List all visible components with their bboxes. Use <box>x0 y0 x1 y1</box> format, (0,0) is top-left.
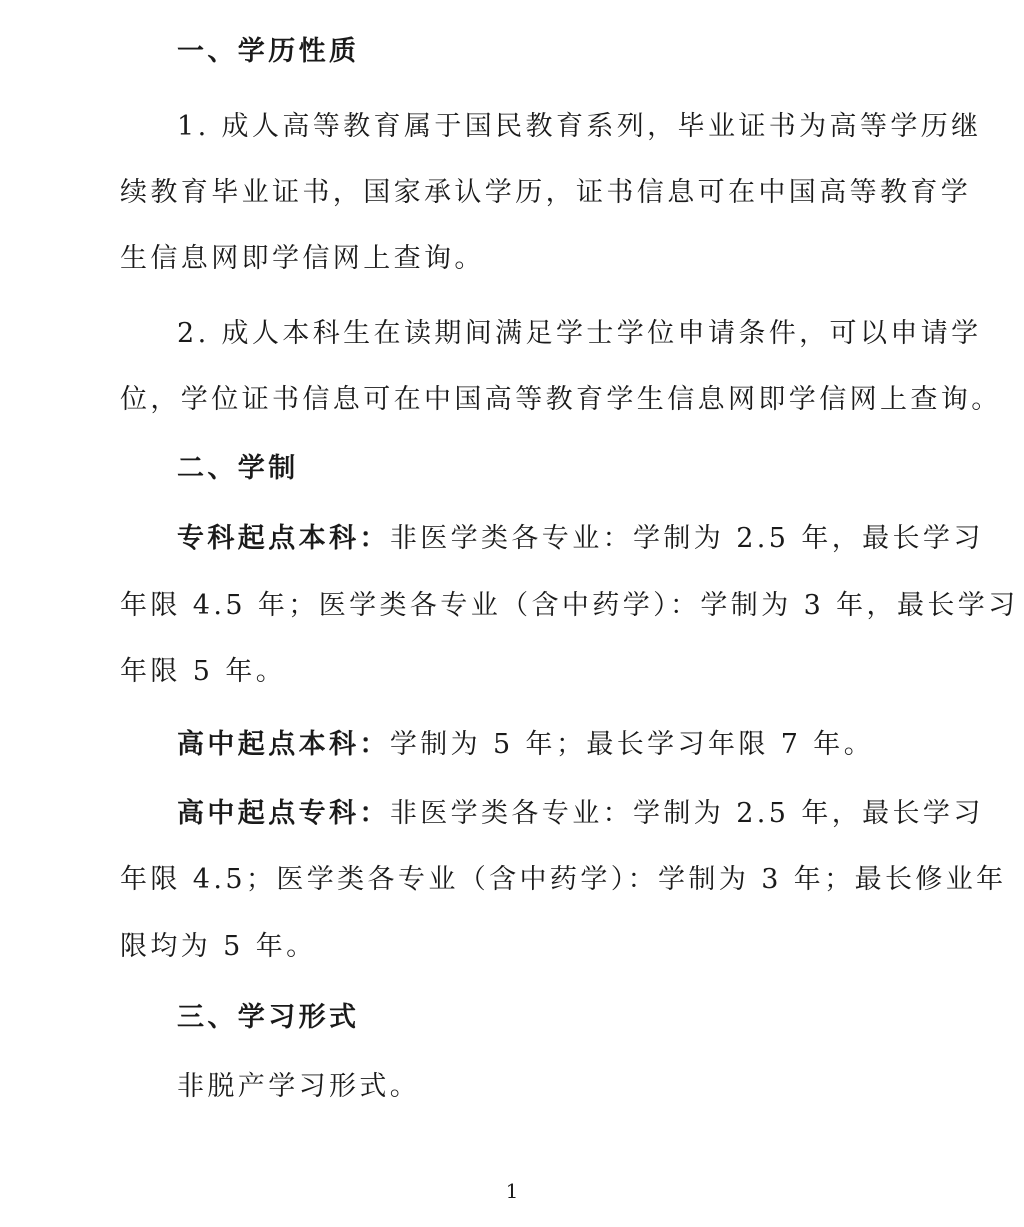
paragraph-text: 非医学类各专业：学制为 2.5 年，最长学习 <box>389 798 984 829</box>
paragraph-line: 2. 成人本科生在读期间满足学士学位申请条件，可以申请学 <box>177 318 982 349</box>
term-highschool-to-junior: 高中起点专科： <box>177 798 390 829</box>
paragraph-text: 非医学类各专业：学制为 2.5 年，最长学习 <box>389 523 984 554</box>
page-number: 1 <box>505 1179 519 1203</box>
section-heading-study-length: 二、学制 <box>177 453 299 484</box>
paragraph-line <box>177 728 977 762</box>
section-heading-study-form: 三、学习形式 <box>177 1002 360 1033</box>
paragraph-line: 1. 成人高等教育属于国民教育系列，毕业证书为高等学历继 <box>177 111 982 142</box>
paragraph-line <box>177 797 984 831</box>
paragraph-line: 限均为 5 年。 <box>120 931 317 962</box>
section-heading-education-nature: 一、学历性质 <box>177 36 360 67</box>
term-junior-to-bachelor: 专科起点本科： <box>177 523 390 554</box>
paragraph-line <box>177 522 984 556</box>
paragraph-line: 年限 4.5；医学类各专业（含中药学）：学制为 3 年；最长修业年 <box>120 864 1007 895</box>
paragraph-line: 年限 4.5 年；医学类各专业（含中药学）：学制为 3 年，最长学习 <box>120 590 1019 621</box>
paragraph-line: 年限 5 年。 <box>120 656 287 687</box>
paragraph-line: 非脱产学习形式。 <box>177 1071 421 1102</box>
paragraph-text: 学制为 5 年；最长学习年限 7 年。 <box>389 729 875 760</box>
paragraph-line: 位，学位证书信息可在中国高等教育学生信息网即学信网上查询。 <box>120 384 1002 415</box>
paragraph-line: 生信息网即学信网上查询。 <box>120 243 485 274</box>
term-highschool-to-bachelor: 高中起点本科： <box>177 729 390 760</box>
paragraph-line: 续教育毕业证书，国家承认学历，证书信息可在中国高等教育学 <box>120 177 972 208</box>
